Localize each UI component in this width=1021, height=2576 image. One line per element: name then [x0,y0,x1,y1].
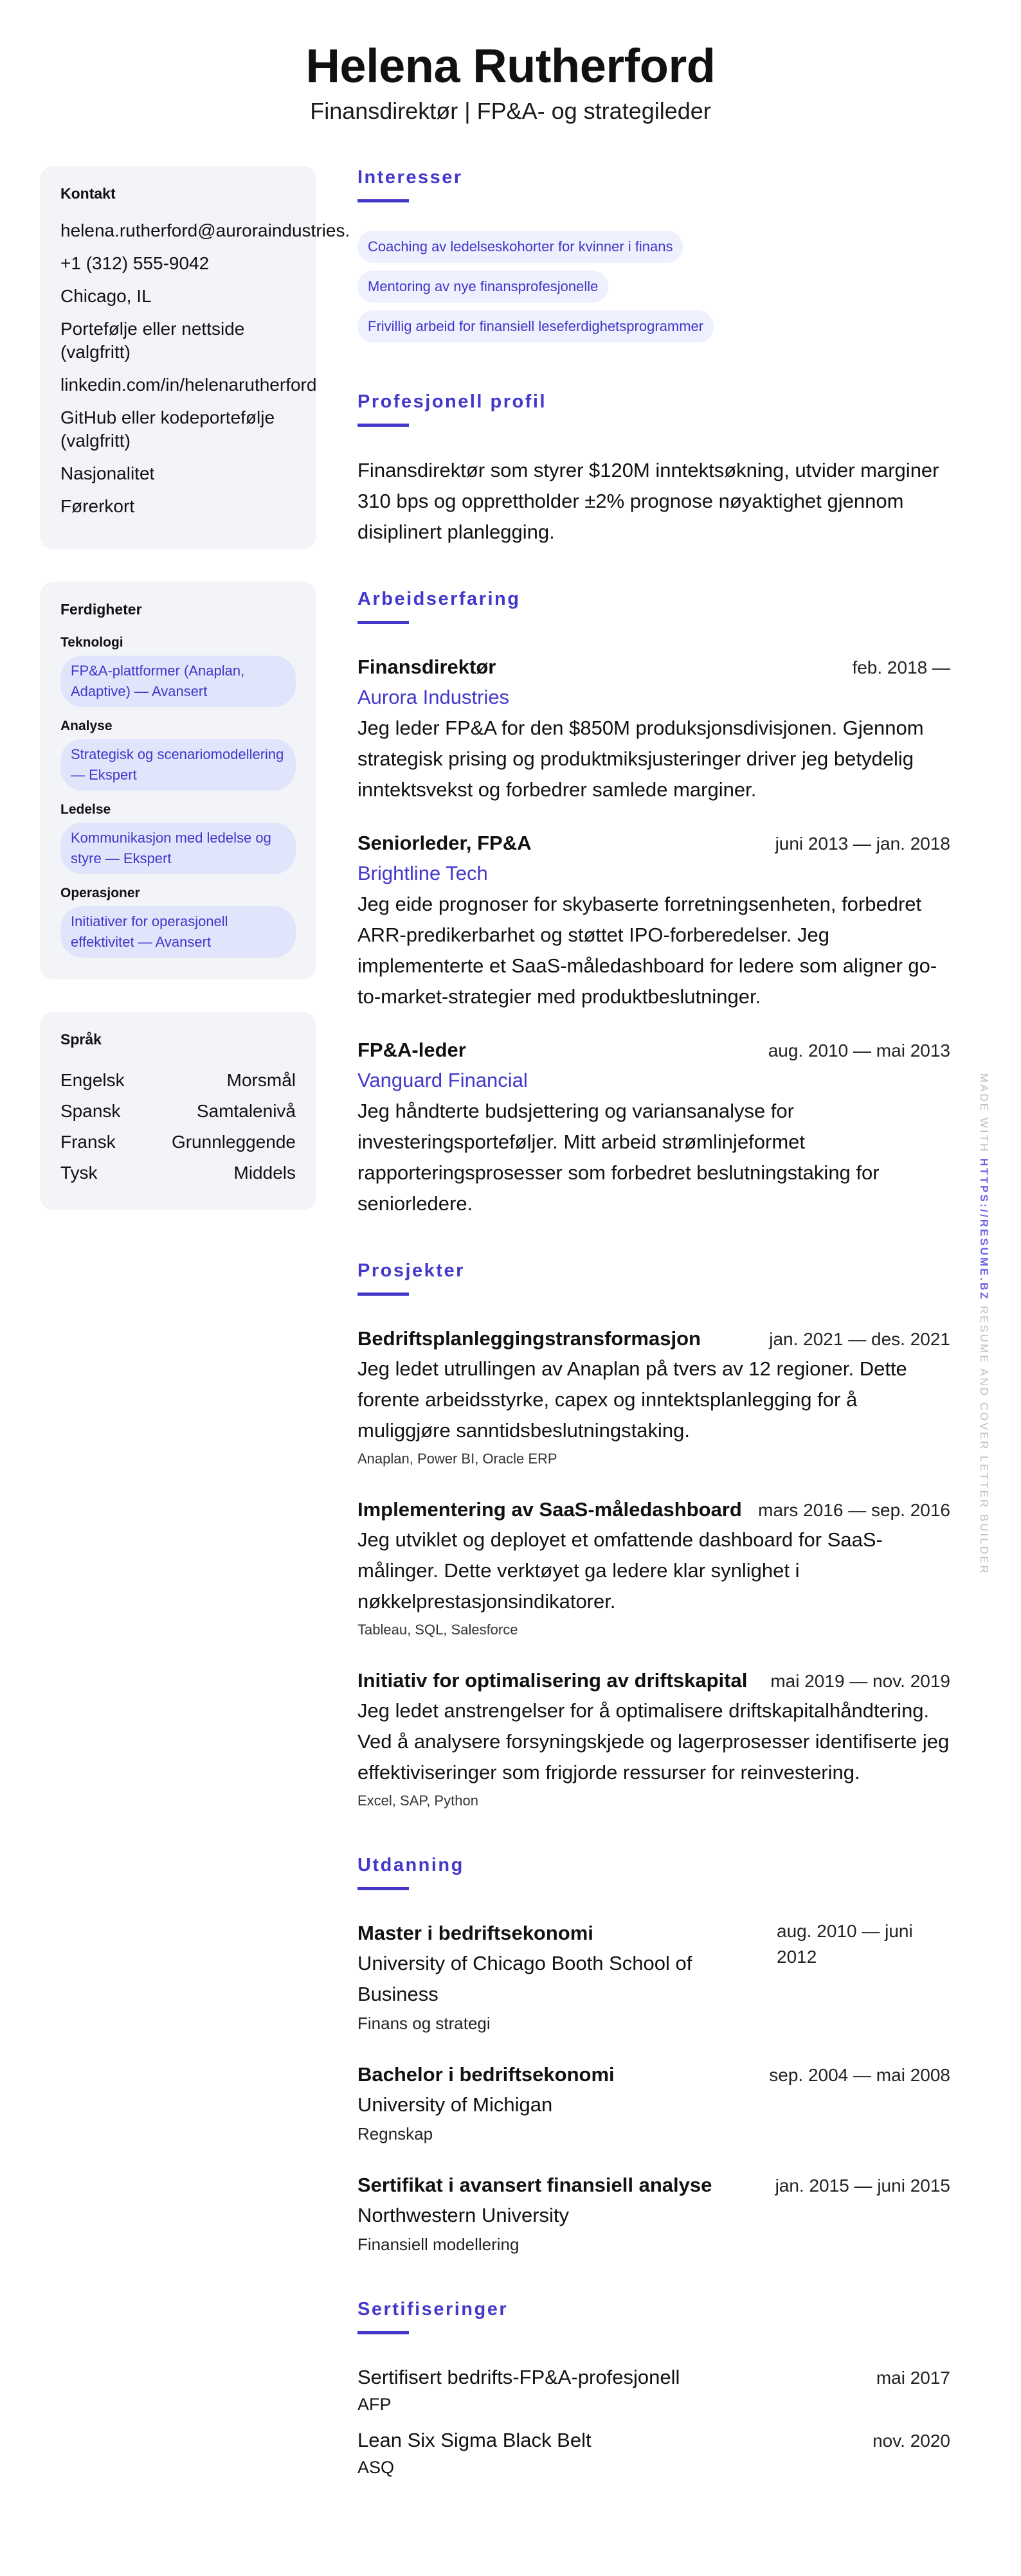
experience-section [357,587,950,1219]
language-name: Spansk [60,1101,121,1121]
job-entry [357,1035,950,1219]
languages-title: Språk [60,1031,102,1048]
watermark-suffix: RESUME AND COVER LETTER BUILDER [978,1305,990,1575]
watermark [977,1073,990,1600]
job-entry [357,828,950,1012]
project-description: Jeg utviklet og deployet et omfattende dashboard for SaaS-målinger. Dette verktøyet ga ledere klar synlighet i nøkkelprestasjonsindikatorer. [357,1528,883,1613]
skill-pill: Kommunikasjon med ledelse og styre — Ekspert [60,823,296,874]
education-degree: Sertifikat i avansert finansiell analyse [357,2174,712,2196]
candidate-name: Helena Rutherford [305,39,716,93]
contact-card [40,166,350,550]
contact-location: Chicago, IL [60,286,152,306]
education-entry [357,2170,950,2258]
project-entry [357,1666,950,1814]
section-divider [357,2331,409,2334]
language-row [60,1158,296,1188]
project-date: mars 2016 — sep. 2016 [758,1500,950,1520]
skill-pill: Strategisk og scenariomodellering — Ekspert [60,739,296,791]
certification-org: AFP [357,2395,392,2414]
resume-header [0,0,1021,127]
job-description: Jeg eide prognoser for skybaserte forretningsenheten, forbedret ARR-predikerbarhet og støttet IPO-forberedelser. Jeg implementerte et SaaS-måledashboard for ledere som aligner go-to-market-strategier med produktbeslutninger. [357,893,937,1008]
skill-category: Teknologi [60,635,123,650]
interest-pill: Coaching av ledelseskohorter for kvinner i finans [357,231,683,263]
language-row [60,1096,296,1127]
project-name: Implementering av SaaS-måledashboard [357,1498,742,1521]
language-level: Morsmål [226,1070,296,1090]
section-divider [357,1887,409,1890]
certification-date: nov. 2020 [872,2431,950,2451]
language-name: Tysk [60,1163,98,1183]
profile-text: Finansdirektør som styrer $120M inntektsøkning, utvider marginer 310 bps og opprettholder ±2% prognose nøyaktighet gjennom disiplinert planlegging. [357,459,939,543]
interest-pill: Frivillig arbeid for finansiell leseferdighetsprogrammer [357,310,714,343]
education-date: sep. 2004 — mai 2008 [769,2065,950,2085]
project-entry [357,1324,950,1472]
project-tech: Tableau, SQL, Salesforce [357,1622,518,1638]
projects-section [357,1259,950,1814]
skill-pill: Initiativer for operasjonell effektivitet — Avansert [60,906,296,958]
job-role: Seniorleder, FP&A [357,832,532,854]
education-field: Finans og strategi [357,2014,491,2033]
education-date: jan. 2015 — juni 2015 [775,2176,950,2196]
section-divider [357,199,409,202]
skill-category: Operasjoner [60,886,140,900]
watermark-link[interactable]: HTTPS://RESUME.BZ [978,1158,990,1301]
skills-title: Ferdigheter [60,601,142,618]
section-divider [357,424,409,427]
job-date: aug. 2010 — mai 2013 [768,1041,950,1060]
job-description: Jeg håndterte budsjettering og variansanalyse for investeringsporteføljer. Mitt arbeid strømlinjeformet rapporteringsprosesser som forbedret beslutningstaking for seniorledere. [357,1100,880,1215]
certification-org: ASQ [357,2458,395,2477]
certification-name: Lean Six Sigma Black Belt [357,2429,592,2451]
project-tech: Excel, SAP, Python [357,1793,478,1809]
education-section [357,1854,950,2258]
education-entry [357,2060,950,2147]
job-description: Jeg leder FP&A for den $850M produksjonsdivisjonen. Gjennom strategisk prising og produktmiksjusteringer driver jeg betydelig inntektsvekst og forbedrer samlede marginer. [357,717,924,801]
job-company: Vanguard Financial [357,1069,528,1091]
language-row [60,1065,296,1096]
contact-linkedin[interactable]: linkedin.com/in/helenarutherford [60,375,317,395]
project-name: Bedriftsplanleggingstransformasjon [357,1327,701,1350]
project-date: jan. 2021 — des. 2021 [769,1329,950,1349]
language-level: Grunnleggende [171,1132,296,1152]
certification-entry [357,2363,950,2417]
contact-title: Kontakt [60,185,116,202]
job-entry [357,652,950,805]
project-description: Jeg ledet utrullingen av Anaplan på tvers av 12 regioner. Dette forente arbeidsstyrke, capex og inntektsplanlegging for å muliggjøre sanntidsbeslutningstaking. [357,1357,907,1442]
section-title: Interesser [357,167,463,188]
interests-section [357,166,950,350]
job-role: FP&A-leder [357,1039,466,1061]
certification-entry [357,2426,950,2480]
section-title: Sertifiseringer [357,2299,509,2320]
project-name: Initiativ for optimalisering av driftskapital [357,1669,748,1692]
education-degree: Bachelor i bedriftsekonomi [357,2063,615,2086]
contact-license: Førerkort [60,496,135,516]
profile-section [357,390,950,548]
contact-nationality: Nasjonalitet [60,463,155,483]
education-school: University of Michigan [357,2093,553,2116]
language-level: Samtalenivå [196,1101,296,1121]
sidebar [40,166,350,1210]
project-description: Jeg ledet anstrengelser for å optimalisere driftskapitalhåndtering. Ved å analysere forsyningskjede og lagerprosesser identifiserte jeg effektiviseringer som frigjorde ressurser for reinvestering. [357,1699,950,1784]
language-row [60,1127,296,1158]
certifications-section [357,2298,950,2480]
job-company: Aurora Industries [357,686,510,708]
education-entry [357,1919,950,2037]
section-divider [357,1292,409,1296]
education-date: aug. 2010 — juni 2012 [777,1921,913,1967]
education-field: Finansiell modellering [357,2235,520,2254]
education-field: Regnskap [357,2124,433,2143]
job-role: Finansdirektør [357,656,496,678]
job-company: Brightline Tech [357,862,488,884]
education-school: University of Chicago Booth School of Business [357,1952,692,2005]
contact-github[interactable]: GitHub eller kodeportefølje (valgfritt) [60,407,275,451]
watermark-prefix: MADE WITH [978,1073,990,1154]
project-entry [357,1495,950,1643]
job-date: juni 2013 — jan. 2018 [775,834,950,854]
skill-category: Analyse [60,719,113,733]
language-name: Fransk [60,1132,116,1152]
main-content [357,166,950,2519]
education-degree: Master i bedriftsekonomi [357,1922,593,1944]
project-date: mai 2019 — nov. 2019 [770,1671,950,1691]
skill-category: Ledelse [60,802,111,817]
contact-email[interactable]: helena.rutherford@auroraindustries. [60,220,350,240]
section-title: Arbeidserfaring [357,589,521,609]
education-school: Northwestern University [357,2204,570,2226]
section-title: Utdanning [357,1855,464,1875]
section-title: Prosjekter [357,1260,465,1281]
language-level: Middels [233,1163,296,1183]
section-divider [357,621,409,624]
languages-card [40,1012,316,1210]
certification-name: Sertifisert bedrifts-FP&A-profesjonell [357,2366,680,2388]
section-title: Profesjonell profil [357,391,547,412]
job-date: feb. 2018 — [852,657,950,677]
candidate-title: Finansdirektør | FP&A- og strategileder [310,98,711,124]
project-tech: Anaplan, Power BI, Oracle ERP [357,1451,557,1467]
contact-portfolio[interactable]: Portefølje eller nettside (valgfritt) [60,319,245,362]
language-name: Engelsk [60,1070,125,1090]
contact-phone: +1 (312) 555-9042 [60,253,210,273]
certification-date: mai 2017 [876,2368,950,2388]
skills-card [40,582,316,979]
skill-pill: FP&A-plattformer (Anaplan, Adaptive) — Avansert [60,656,296,707]
interest-pill: Mentoring av nye finansprofesjonelle [357,271,608,303]
